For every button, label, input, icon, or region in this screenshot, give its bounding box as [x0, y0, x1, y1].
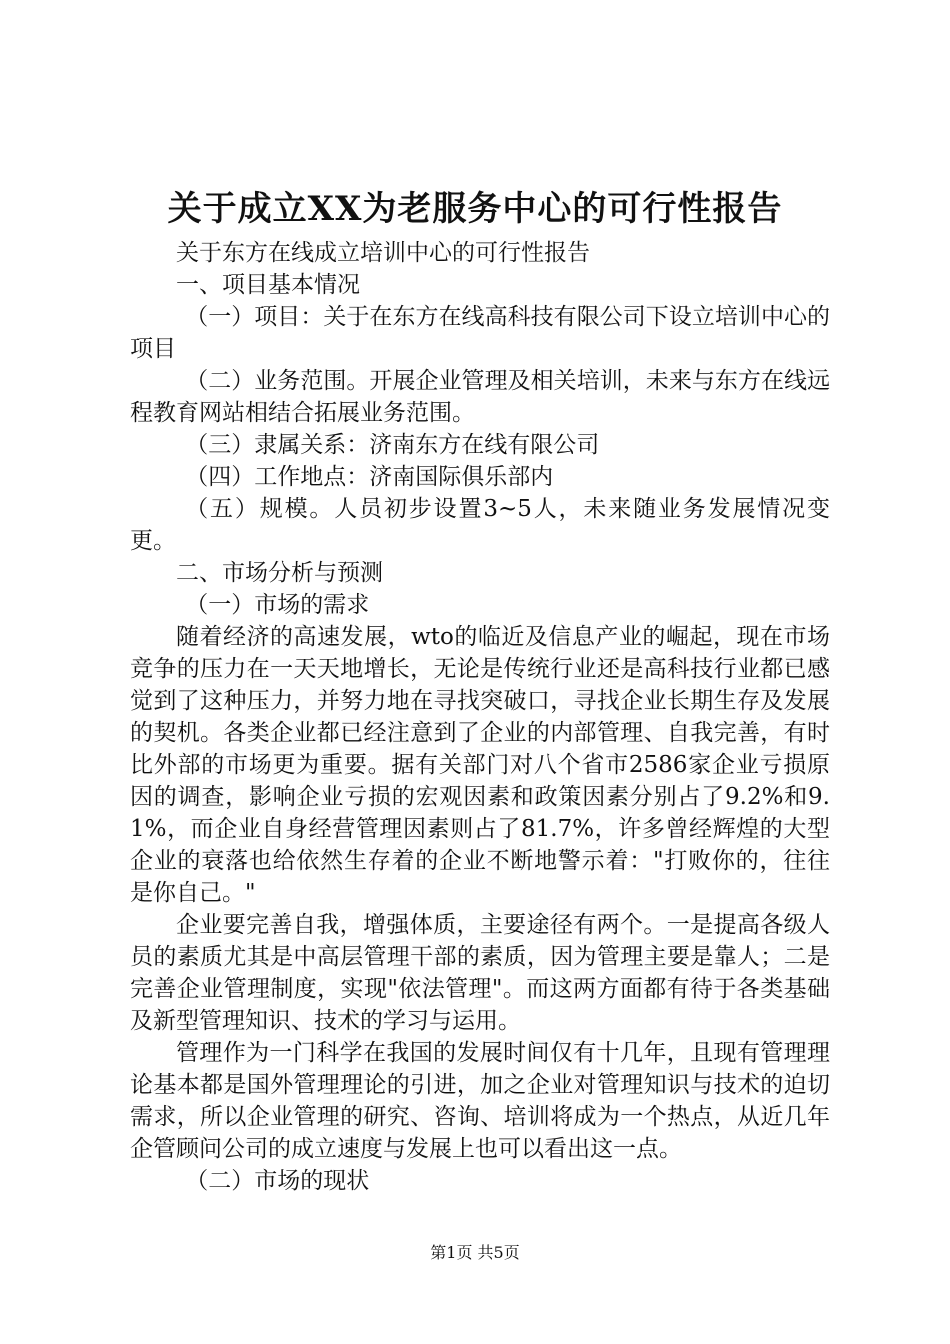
item-affiliation: （三）隶属关系：济南东方在线有限公司 [185, 432, 600, 458]
item-project: （一）项目：关于在东方在线高科技有限公司下设立培训中心的项目 [130, 304, 830, 362]
page-footer: 第1页 共5页 [430, 1243, 520, 1262]
item-business-scope: （二）业务范围。开展企业管理及相关培训，未来与东方在线远程教育网站相结合拓展业务范围。 [130, 368, 830, 426]
heading-section-1: 一、项目基本情况 [176, 272, 360, 298]
paragraph-market-demand: 随着经济的高速发展，wto的临近及信息产业的崛起，现在市场竞争的压力在一天天地增长，无论是传统行业还是高科技行业都已感觉到了这种压力，并努力地在寻找突破口，寻找企业长期生存及发展的契机。各类企业都已经注意到了企业的内部管理、自我完善，有时比外部的市场更为重要。据有关部门对八个省市2586家企业亏损原因的调查，影响企业亏损的宏观因素和政策因素分别占了9.2%和9.1%，而企业自身经营管理因素则占了81.7%，许多曾经辉煌的大型企业的衰落也给依然生存着的企业不断地警示着："打败你的，往往是你自己。" [130, 624, 830, 906]
item-scale: （五）规模。人员初步设置3~5人，未来随业务发展情况变更。 [130, 496, 830, 554]
paragraph-subtitle: 关于东方在线成立培训中心的可行性报告 [176, 240, 590, 266]
document-body [130, 237, 830, 1197]
heading-market-status: （二）市场的现状 [185, 1168, 370, 1194]
document-title: 关于成立XX为老服务中心的可行性报告 [167, 189, 783, 229]
heading-section-2: 二、市场分析与预测 [176, 560, 383, 586]
item-work-location: （四）工作地点：济南国际俱乐部内 [185, 464, 554, 490]
paragraph-management-science: 管理作为一门科学在我国的发展时间仅有十几年，且现有管理理论基本都是国外管理理论的引进，加之企业对管理知识与技术的迫切需求，所以企业管理的研究、咨询、培训将成为一个热点，从近几年企管顾问公司的成立速度与发展上也可以看出这一点。 [130, 1040, 830, 1162]
paragraph-self-improvement: 企业要完善自我，增强体质，主要途径有两个。一是提高各级人员的素质尤其是中高层管理干部的素质，因为管理主要是靠人；二是完善企业管理制度，实现"依法管理"。而这两方面都有待于各类基础及新型管理知识、技术的学习与运用。 [130, 912, 830, 1034]
heading-market-demand: （一）市场的需求 [185, 592, 370, 618]
